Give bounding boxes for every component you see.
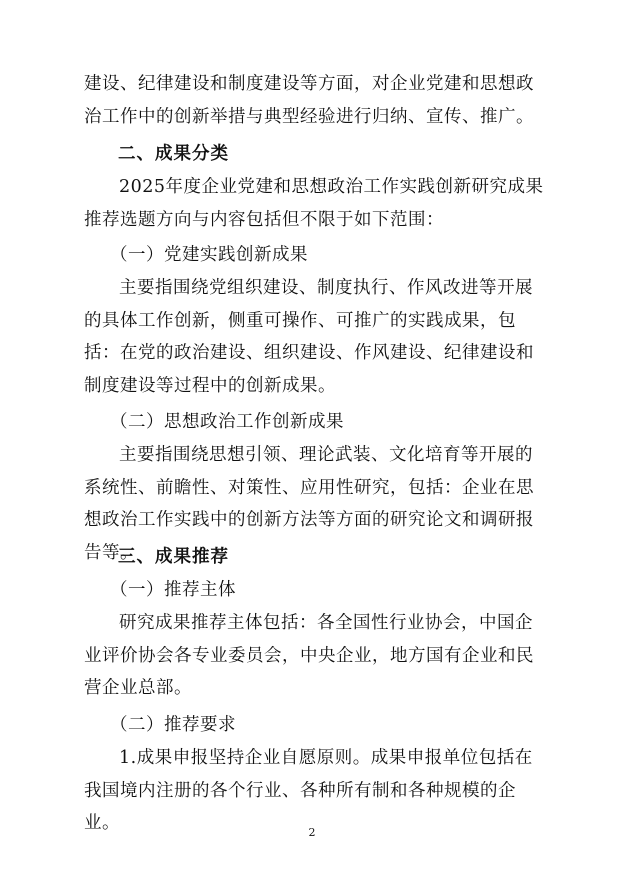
subsection-3-heading: （一）推荐主体 xyxy=(110,580,236,600)
subsection-2-paragraph: 主要指围绕思想引领、理论武装、文化培育等开展的系统性、前瞻性、对策性、应用性研究，包括：企业在思想政治工作实践中的创新方法等方面的研究论文和调研报告等。 xyxy=(84,445,534,563)
subsection-3-paragraph: 研究成果推荐主体包括：各全国性行业协会，中国企业评价协会各专业委员会，中央企业，地方国有企业和民营企业总部。 xyxy=(84,613,534,698)
subsection-1-heading: （一）党建实践创新成果 xyxy=(110,245,308,265)
subsection-4-paragraph: 1.成果申报坚持企业自愿原则。成果申报单位包括在我国境内注册的各个行业、各种所有制和各种规模的企业。 xyxy=(84,748,533,833)
section-2-paragraph: 2025年度企业党建和思想政治工作实践创新研究成果推荐选题方向与内容包括但不限于如下范围： xyxy=(84,177,544,230)
intro-paragraph: 建设、纪律建设和制度建设等方面，对企业党建和思想政治工作中的创新举措与典型经验进行归纳、宣传、推广。 xyxy=(84,74,534,127)
section-3-heading: 三、成果推荐 xyxy=(118,547,229,567)
subsection-4-heading: （二）推荐要求 xyxy=(110,715,236,735)
page-number: 2 xyxy=(308,826,316,839)
subsection-2-heading: （二）思想政治工作创新成果 xyxy=(110,412,344,432)
section-2-heading: 二、成果分类 xyxy=(118,144,229,164)
subsection-1-paragraph: 主要指围绕党组织建设、制度执行、作风改进等开展的具体工作创新，侧重可操作、可推广的实践成果，包括：在党的政治建设、组织建设、作风建设、纪律建设和制度建设等过程中的创新成果。 xyxy=(84,278,534,396)
